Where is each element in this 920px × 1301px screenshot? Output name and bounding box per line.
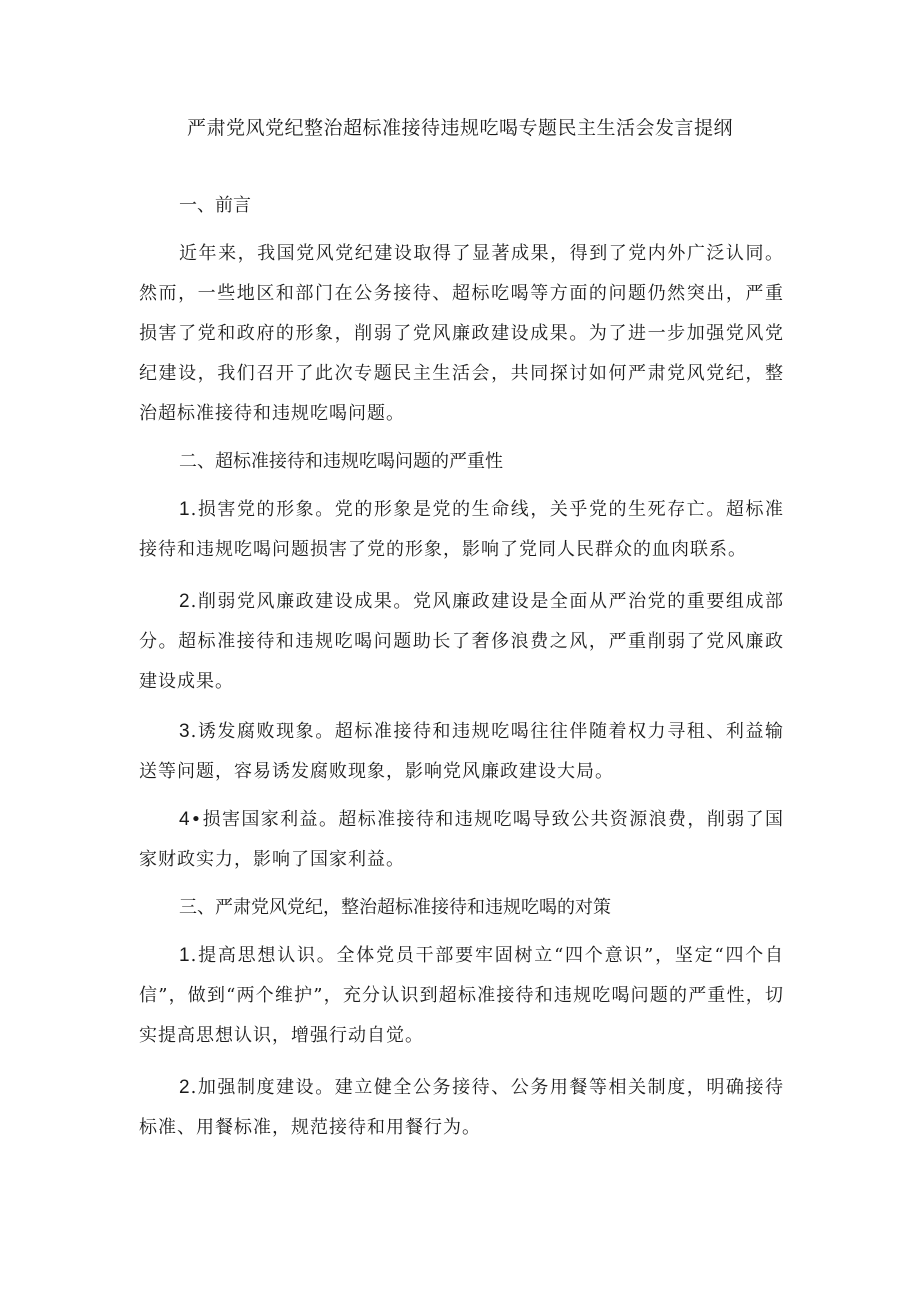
item-text: 加强制度建设。建立健全公务接待、公务用餐等相关制度，明确接待标准、用餐标准，规范接待和用餐行为。 — [139, 1077, 784, 1138]
item-separator: . — [190, 945, 198, 966]
list-item — [139, 582, 784, 702]
section-heading-severity: 二、超标准接待和违规吃喝问题的严重性 — [179, 451, 503, 472]
item-text: 削弱党风廉政建设成果。党风廉政建设是全面从严治党的重要组成部分。超标准接待和违规吃喝问题助长了奢侈浪费之风，严重削弱了党风廉政建设成果。 — [139, 591, 784, 692]
item-separator: . — [190, 499, 198, 520]
document-body — [139, 186, 784, 1148]
document-title: 严肃党风党纪整治超标准接待违规吃喝专题民主生活会发言提纲 — [186, 117, 733, 139]
section-heading-countermeasures: 三、严肃党风党纪，整治超标准接待和违规吃喝的对策 — [179, 897, 611, 918]
preface-paragraph: 近年来，我国党风党纪建设取得了显著成果，得到了党内外广泛认同。然而，一些地区和部门在公务接待、超标吃喝等方面的问题仍然突出，严重损害了党和政府的形象，削弱了党风廉政建设成果。为了进一步加强党风党纪建设，我们召开了此次专题民主生活会，共同探讨如何严肃党风党纪，整治超标准接待和违规吃喝问题。 — [139, 243, 784, 424]
list-item — [139, 490, 784, 570]
item-number: 1 — [179, 499, 191, 520]
section-heading-preface: 一、前言 — [179, 195, 251, 216]
item-number: 3 — [179, 721, 191, 742]
list-item — [139, 800, 784, 880]
list-item — [139, 712, 784, 792]
item-number: 1 — [179, 945, 191, 966]
item-separator: . — [190, 721, 198, 742]
item-number: 2 — [179, 591, 191, 612]
item-number: 2 — [179, 1077, 191, 1098]
item-text: 诱发腐败现象。超标准接待和违规吃喝往往伴随着权力寻租、利益输送等问题，容易诱发腐败现象，影响党风廉政建设大局。 — [139, 721, 784, 782]
item-separator: • — [190, 809, 203, 830]
item-text: 损害国家利益。超标准接待和违规吃喝导致公共资源浪费，削弱了国家财政实力，影响了国家利益。 — [139, 809, 784, 870]
item-number: 4 — [179, 809, 191, 830]
item-separator: . — [190, 591, 198, 612]
item-text: 损害党的形象。党的形象是党的生命线，关乎党的生死存亡。超标准接待和违规吃喝问题损害了党的形象，影响了党同人民群众的血肉联系。 — [139, 499, 784, 560]
item-text: 提高思想认识。全体党员干部要牢固树立“四个意识”，坚定“四个自信”，做到“两个维护”，充分认识到超标准接待和违规吃喝问题的严重性，切实提高思想认识，增强行动自觉。 — [139, 945, 784, 1046]
list-item — [139, 1068, 784, 1148]
list-item — [139, 936, 784, 1056]
item-separator: . — [190, 1077, 198, 1098]
